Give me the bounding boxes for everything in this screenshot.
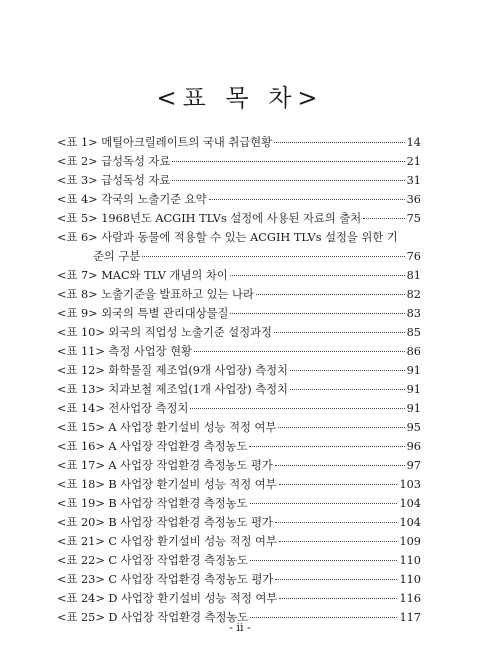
toc-entry-page: 104 <box>399 516 421 529</box>
toc-entry-label: <표 1> 메틸아크릴레이트의 국내 취급현황 <box>57 136 273 149</box>
toc-entry <box>57 266 421 285</box>
toc-entry-label: <표 22> C 사업장 작업환경 측정농도 <box>57 554 248 567</box>
toc-entry-label: <표 2> 급성독성 자료 <box>57 155 171 168</box>
toc-entry-label: <표 8> 노출기준을 발표하고 있는 나라 <box>57 288 254 301</box>
toc-entry-page: 109 <box>399 535 421 548</box>
dot-leader <box>249 446 404 447</box>
toc-entry-page: 110 <box>399 554 421 567</box>
toc-entry-page: 85 <box>406 326 421 339</box>
toc-entry-page: 75 <box>406 212 421 225</box>
dot-leader <box>172 161 404 162</box>
toc-entry <box>57 570 421 589</box>
page-number-footer: - ii - <box>229 621 251 634</box>
toc-entry <box>57 513 421 532</box>
toc-entry-label: <표 21> C 사업장 환기설비 성능 적정 여부 <box>57 535 277 548</box>
toc-entry-page: 82 <box>406 288 421 301</box>
toc-entry-label: <표 6> 사람과 동물에 적용할 수 있는 ACGIH TLVs 설정을 위한 기 <box>57 231 398 244</box>
dot-leader <box>275 579 397 580</box>
dot-leader <box>256 294 405 295</box>
dot-leader <box>274 142 405 143</box>
toc-entry-label: <표 24> D 사업장 환기설비 성능 적정 여부 <box>57 592 278 605</box>
toc-entry-label: <표 17> A 사업장 작업환경 측정농도 평가 <box>57 459 273 472</box>
toc-entry-label: <표 12> 화학물질 제조업(9개 사업장) 측정치 <box>57 364 288 377</box>
toc-entry-page: 103 <box>399 478 421 491</box>
toc-entry-page: 31 <box>406 174 421 187</box>
toc-entry <box>57 342 421 361</box>
dot-leader <box>279 541 398 542</box>
dot-leader <box>275 465 405 466</box>
toc-entry-page: 76 <box>406 250 421 263</box>
toc-entry <box>57 209 421 228</box>
toc-entry <box>57 475 421 494</box>
toc-entry <box>57 589 421 608</box>
toc-entry <box>57 456 421 475</box>
toc-entry-label: <표 15> A 사업장 환기설비 성능 적정 여부 <box>57 421 277 434</box>
dot-leader <box>275 522 398 523</box>
dot-leader <box>363 218 404 219</box>
dot-leader <box>279 598 397 599</box>
toc-entry <box>57 323 421 342</box>
toc-entry <box>57 228 421 247</box>
toc-entry-page: 36 <box>406 193 421 206</box>
page-title: <표 목 차> <box>156 84 324 112</box>
toc-entry-label: <표 14> 전사업장 측정치 <box>57 402 189 415</box>
toc-entry-page: 95 <box>406 421 421 434</box>
toc-entry-page: 91 <box>406 383 421 396</box>
toc-entry <box>57 437 421 456</box>
toc-entry <box>57 418 421 437</box>
toc-entry-page: 104 <box>399 497 421 510</box>
toc-entry <box>57 494 421 513</box>
dot-leader <box>209 199 405 200</box>
toc-entry-page: 21 <box>406 155 421 168</box>
toc-entry-label: <표 9> 외국의 특별 관리대상물질 <box>57 307 229 320</box>
toc-entry <box>57 190 421 209</box>
toc-entry-label: <표 19> B 사업장 작업환경 측정농도 <box>57 497 248 510</box>
toc-entry-page: 86 <box>406 345 421 358</box>
toc-entry-page: 97 <box>406 459 421 472</box>
dot-leader <box>250 617 397 618</box>
toc-entry-label: <표 7> MAC와 TLV 개념의 차이 <box>57 269 228 282</box>
dot-leader <box>278 427 404 428</box>
dot-leader <box>230 313 404 314</box>
dot-leader <box>290 370 405 371</box>
dot-leader <box>250 503 398 504</box>
toc-entry-label: <표 18> B 사업장 환기설비 성능 적정 여부 <box>57 478 277 491</box>
toc-entry-page: 81 <box>406 269 421 282</box>
toc-entry-label: <표 25> D 사업장 작업환경 측정농도 <box>57 611 249 624</box>
toc-entry <box>57 247 421 266</box>
toc-entry-page: 116 <box>399 592 421 605</box>
toc-entry-page: 110 <box>399 573 421 586</box>
toc-entry-label: <표 5> 1968년도 ACGIH TLVs 설정에 사용된 자료의 출처 <box>57 212 362 225</box>
toc-entry <box>57 152 421 171</box>
toc-entry <box>57 304 421 323</box>
toc-entry <box>57 285 421 304</box>
dot-leader <box>274 332 405 333</box>
toc-entry-label: <표 23> C 사업장 작업환경 측정농도 평가 <box>57 573 274 586</box>
toc-entry-label: <표 3> 급성독성 자료 <box>57 174 171 187</box>
toc-entry-label: <표 16> A 사업장 작업환경 측정농도 <box>57 440 248 453</box>
toc-entry-page: 91 <box>406 364 421 377</box>
toc-entry-page: 96 <box>406 440 421 453</box>
toc-entry <box>57 551 421 570</box>
dot-leader <box>172 180 404 181</box>
toc-entry <box>57 380 421 399</box>
dot-leader <box>290 389 405 390</box>
toc-entry-label: <표 10> 외국의 직업성 노출기준 설정과정 <box>57 326 272 339</box>
dot-leader <box>230 275 405 276</box>
dot-leader <box>190 408 404 409</box>
dot-leader <box>194 351 405 352</box>
toc-entry <box>57 171 421 190</box>
toc-entry-page: 91 <box>406 402 421 415</box>
toc-entry <box>57 532 421 551</box>
dot-leader <box>142 256 404 257</box>
toc-entry <box>57 399 421 418</box>
toc-entry-label: <표 13> 치과보철 제조업(1개 사업장) 측정치 <box>57 383 288 396</box>
toc-entry-page: 14 <box>406 136 421 149</box>
toc-entry-label: 준의 구분 <box>93 250 141 263</box>
toc-entry-label: <표 11> 측정 사업장 현황 <box>57 345 192 358</box>
toc-entry <box>57 361 421 380</box>
toc-entry-page: 83 <box>406 307 421 320</box>
table-of-contents <box>57 133 421 627</box>
dot-leader <box>250 560 398 561</box>
toc-entry-page: 117 <box>399 611 421 624</box>
toc-entry <box>57 133 421 152</box>
toc-entry-label: <표 20> B 사업장 작업환경 측정농도 평가 <box>57 516 273 529</box>
dot-leader <box>279 484 398 485</box>
toc-entry-label: <표 4> 각국의 노출기준 요약 <box>57 193 207 206</box>
